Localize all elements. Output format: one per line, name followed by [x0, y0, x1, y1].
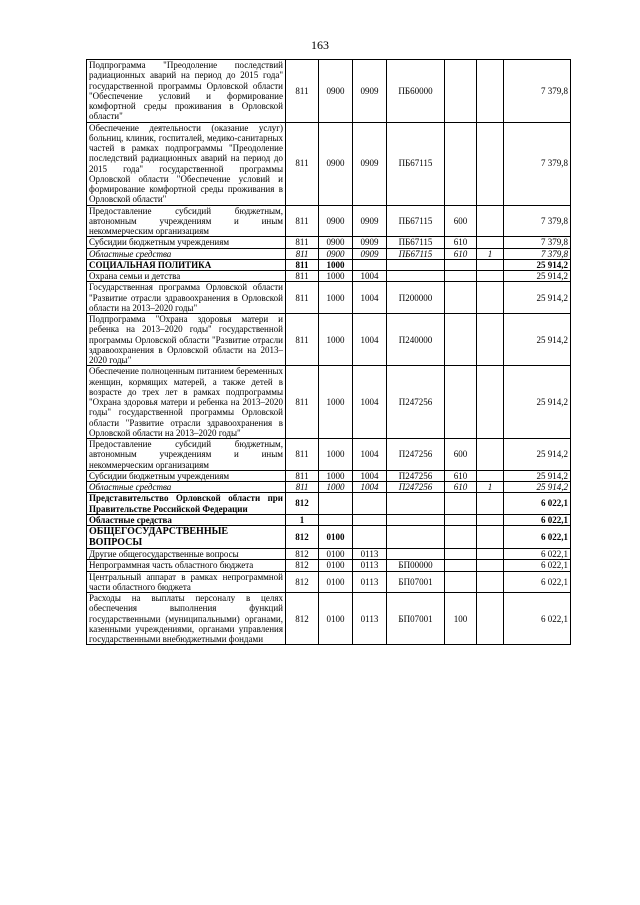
section-code-cell: 1000 [319, 314, 353, 366]
subsection-code-cell: 0909 [353, 237, 387, 248]
funding-source-cell: 1 [477, 482, 504, 493]
funding-source-cell [477, 60, 504, 123]
ministry-code-cell: 812 [286, 493, 319, 515]
subsection-code-cell: 0113 [353, 549, 387, 560]
expense-type-cell: 610 [445, 470, 477, 481]
expense-type-cell: 610 [445, 237, 477, 248]
subsection-code-cell [353, 526, 387, 549]
section-code-cell [319, 493, 353, 515]
funding-source-cell: 1 [477, 248, 504, 259]
funding-source-cell [477, 282, 504, 314]
row-name-cell: Областные средства [87, 482, 286, 493]
page-number: 163 [311, 38, 329, 52]
section-code-cell: 1000 [319, 439, 353, 471]
table-row [87, 60, 571, 123]
table-row [87, 470, 571, 481]
funding-source-cell [477, 259, 504, 270]
expense-type-cell: 610 [445, 248, 477, 259]
subsection-code-cell: 1004 [353, 314, 387, 366]
subsection-code-cell: 1004 [353, 482, 387, 493]
section-code-cell: 1000 [319, 366, 353, 439]
target-article-cell: П200000 [387, 282, 445, 314]
ministry-code-cell: 811 [286, 271, 319, 282]
subsection-code-cell: 0113 [353, 571, 387, 593]
subsection-code-cell: 0909 [353, 122, 387, 205]
row-name-cell: Расходы на выплаты персоналу в целях обеспечения выполнения функций государственными (муниципальными) органами, казенными учреждениями, органами управления государственными внебюджетными фондами [87, 593, 286, 645]
row-name-cell: Государственная программа Орловской области "Развитие отрасли здравоохранения в Орловской области на 2013–2020 годы" [87, 282, 286, 314]
ministry-code-cell: 811 [286, 205, 319, 237]
funding-source-cell [477, 271, 504, 282]
ministry-code-cell: 812 [286, 593, 319, 645]
subsection-code-cell [353, 259, 387, 270]
target-article-cell: ПБ67115 [387, 122, 445, 205]
row-name-cell: ОБЩЕГОСУДАРСТВЕННЫЕ ВОПРОСЫ [87, 526, 286, 549]
expense-type-cell [445, 493, 477, 515]
section-code-cell [319, 514, 353, 525]
target-article-cell: ПБ67115 [387, 237, 445, 248]
target-article-cell [387, 526, 445, 549]
section-code-cell: 0100 [319, 526, 353, 549]
target-article-cell: П240000 [387, 314, 445, 366]
ministry-code-cell: 811 [286, 282, 319, 314]
table-row [87, 314, 571, 366]
amount-cell: 25 914,2 [504, 366, 571, 439]
ministry-code-cell: 811 [286, 482, 319, 493]
expense-type-cell: 600 [445, 439, 477, 471]
row-name-cell: СОЦИАЛЬНАЯ ПОЛИТИКА [87, 259, 286, 270]
amount-cell: 25 914,2 [504, 271, 571, 282]
subsection-code-cell [353, 514, 387, 525]
funding-source-cell [477, 470, 504, 481]
table-row [87, 560, 571, 571]
amount-cell: 7 379,8 [504, 60, 571, 123]
table-row [87, 439, 571, 471]
amount-cell: 7 379,8 [504, 248, 571, 259]
section-code-cell: 0100 [319, 593, 353, 645]
row-name-cell: Обеспечение деятельности (оказание услуг) больниц, клиник, госпиталей, медико-санитарных частей в рамках подпрограммы "Преодоление последствий радиационных аварий на период до 2015 года" государственной программы Орловской области "Обеспечение условий и формирование комфортной среды проживания в Орловской области" [87, 122, 286, 205]
amount-cell: 6 022,1 [504, 549, 571, 560]
row-name-cell: Представительство Орловской области при Правительстве Российской Федерации [87, 493, 286, 515]
section-code-cell: 1000 [319, 282, 353, 314]
target-article-cell [387, 259, 445, 270]
target-article-cell: ПБ67115 [387, 205, 445, 237]
section-code-cell: 1000 [319, 470, 353, 481]
amount-cell: 25 914,2 [504, 314, 571, 366]
table-row [87, 259, 571, 270]
target-article-cell [387, 493, 445, 515]
funding-source-cell [477, 205, 504, 237]
expense-type-cell [445, 259, 477, 270]
funding-source-cell [477, 122, 504, 205]
target-article-cell: БП07001 [387, 571, 445, 593]
row-name-cell: Предоставление субсидий бюджетным, автономным учреждениям и иным некоммерческим организациям [87, 205, 286, 237]
expense-type-cell [445, 514, 477, 525]
table-row [87, 122, 571, 205]
ministry-code-cell: 811 [286, 366, 319, 439]
row-name-cell: Охрана семьи и детства [87, 271, 286, 282]
table-row [87, 237, 571, 248]
section-code-cell: 1000 [319, 271, 353, 282]
ministry-code-cell: 811 [286, 237, 319, 248]
amount-cell: 6 022,1 [504, 514, 571, 525]
ministry-code-cell: 811 [286, 470, 319, 481]
subsection-code-cell: 1004 [353, 271, 387, 282]
subsection-code-cell: 1004 [353, 439, 387, 471]
table-row [87, 205, 571, 237]
funding-source-cell [477, 593, 504, 645]
expense-type-cell [445, 526, 477, 549]
subsection-code-cell [353, 493, 387, 515]
ministry-code-cell: 811 [286, 60, 319, 123]
target-article-cell: П247256 [387, 439, 445, 471]
table-row [87, 366, 571, 439]
budget-table-body [87, 60, 571, 645]
row-name-cell: Непрограммная часть областного бюджета [87, 560, 286, 571]
target-article-cell [387, 514, 445, 525]
amount-cell: 7 379,8 [504, 205, 571, 237]
row-name-cell: Подпрограмма "Преодоление последствий радиационных аварий на период до 2015 года" государственной программы Орловской области "Обеспечение условий и формирование комфортной среды проживания в Орловской области" [87, 60, 286, 123]
expense-type-cell [445, 314, 477, 366]
section-code-cell: 1000 [319, 259, 353, 270]
row-name-cell: Другие общегосударственные вопросы [87, 549, 286, 560]
subsection-code-cell: 0113 [353, 593, 387, 645]
funding-source-cell [477, 560, 504, 571]
ministry-code-cell: 811 [286, 248, 319, 259]
amount-cell: 6 022,1 [504, 526, 571, 549]
row-name-cell: Областные средства [87, 248, 286, 259]
target-article-cell: П247256 [387, 470, 445, 481]
amount-cell: 25 914,2 [504, 470, 571, 481]
section-code-cell: 0900 [319, 205, 353, 237]
subsection-code-cell: 0113 [353, 560, 387, 571]
funding-source-cell [477, 366, 504, 439]
expense-type-cell [445, 366, 477, 439]
section-code-cell: 0900 [319, 122, 353, 205]
funding-source-cell [477, 549, 504, 560]
expense-type-cell [445, 549, 477, 560]
table-row [87, 493, 571, 515]
target-article-cell [387, 271, 445, 282]
table-row [87, 514, 571, 525]
ministry-code-cell: 812 [286, 526, 319, 549]
row-name-cell: Центральный аппарат в рамках непрограммной части областного бюджета [87, 571, 286, 593]
amount-cell: 25 914,2 [504, 482, 571, 493]
expense-type-cell: 610 [445, 482, 477, 493]
target-article-cell: БП07001 [387, 593, 445, 645]
section-code-cell: 0100 [319, 560, 353, 571]
table-row [87, 571, 571, 593]
expense-type-cell: 100 [445, 593, 477, 645]
section-code-cell: 0900 [319, 248, 353, 259]
row-name-cell: Областные средства [87, 514, 286, 525]
target-article-cell: П247256 [387, 482, 445, 493]
funding-source-cell [477, 439, 504, 471]
section-code-cell: 1000 [319, 482, 353, 493]
ministry-code-cell: 811 [286, 259, 319, 270]
section-code-cell: 0100 [319, 571, 353, 593]
amount-cell: 7 379,8 [504, 122, 571, 205]
ministry-code-cell: 811 [286, 439, 319, 471]
budget-table [86, 59, 571, 645]
subsection-code-cell: 0909 [353, 205, 387, 237]
row-name-cell: Предоставление субсидий бюджетным, автономным учреждениям и иным некоммерческим организациям [87, 439, 286, 471]
funding-source-cell [477, 237, 504, 248]
subsection-code-cell: 0909 [353, 248, 387, 259]
section-code-cell: 0900 [319, 237, 353, 248]
table-row [87, 248, 571, 259]
amount-cell: 6 022,1 [504, 593, 571, 645]
subsection-code-cell: 1004 [353, 366, 387, 439]
ministry-code-cell: 812 [286, 571, 319, 593]
ministry-code-cell: 811 [286, 314, 319, 366]
ministry-code-cell: 811 [286, 122, 319, 205]
expense-type-cell [445, 571, 477, 593]
funding-source-cell [477, 314, 504, 366]
table-row [87, 482, 571, 493]
row-name-cell: Подпрограмма "Охрана здоровья матери и ребенка на 2013–2020 годы" государственной программы Орловской области "Развитие отрасли здравоохранения в Орловской области на 2013–2020 годы" [87, 314, 286, 366]
expense-type-cell [445, 282, 477, 314]
expense-type-cell [445, 560, 477, 571]
table-row [87, 526, 571, 549]
amount-cell: 6 022,1 [504, 493, 571, 515]
table-row [87, 593, 571, 645]
row-name-cell: Субсидии бюджетным учреждениям [87, 470, 286, 481]
amount-cell: 25 914,2 [504, 259, 571, 270]
section-code-cell: 0100 [319, 549, 353, 560]
ministry-code-cell: 812 [286, 549, 319, 560]
amount-cell: 25 914,2 [504, 439, 571, 471]
ministry-code-cell: 1 [286, 514, 319, 525]
expense-type-cell [445, 122, 477, 205]
table-row [87, 271, 571, 282]
target-article-cell: ПБ60000 [387, 60, 445, 123]
amount-cell: 25 914,2 [504, 282, 571, 314]
funding-source-cell [477, 571, 504, 593]
ministry-code-cell: 812 [286, 560, 319, 571]
target-article-cell: П247256 [387, 366, 445, 439]
funding-source-cell [477, 514, 504, 525]
row-name-cell: Обеспечение полноценным питанием беременных женщин, кормящих матерей, а также детей в возрасте до трех лет в рамках подпрограммы "Охрана здоровья матери и ребенка на 2013–2020 годы" государственной программы Орловской области "Развитие отрасли здравоохранения в Орловской области на 2013–2020 годы" [87, 366, 286, 439]
target-article-cell: ПБ67115 [387, 248, 445, 259]
subsection-code-cell: 1004 [353, 282, 387, 314]
row-name-cell: Субсидии бюджетным учреждениям [87, 237, 286, 248]
expense-type-cell [445, 60, 477, 123]
target-article-cell: БП00000 [387, 560, 445, 571]
expense-type-cell [445, 271, 477, 282]
funding-source-cell [477, 526, 504, 549]
subsection-code-cell: 1004 [353, 470, 387, 481]
table-row [87, 282, 571, 314]
section-code-cell: 0900 [319, 60, 353, 123]
funding-source-cell [477, 493, 504, 515]
table-row [87, 549, 571, 560]
target-article-cell [387, 549, 445, 560]
expense-type-cell: 600 [445, 205, 477, 237]
amount-cell: 6 022,1 [504, 571, 571, 593]
amount-cell: 6 022,1 [504, 560, 571, 571]
subsection-code-cell: 0909 [353, 60, 387, 123]
amount-cell: 7 379,8 [504, 237, 571, 248]
